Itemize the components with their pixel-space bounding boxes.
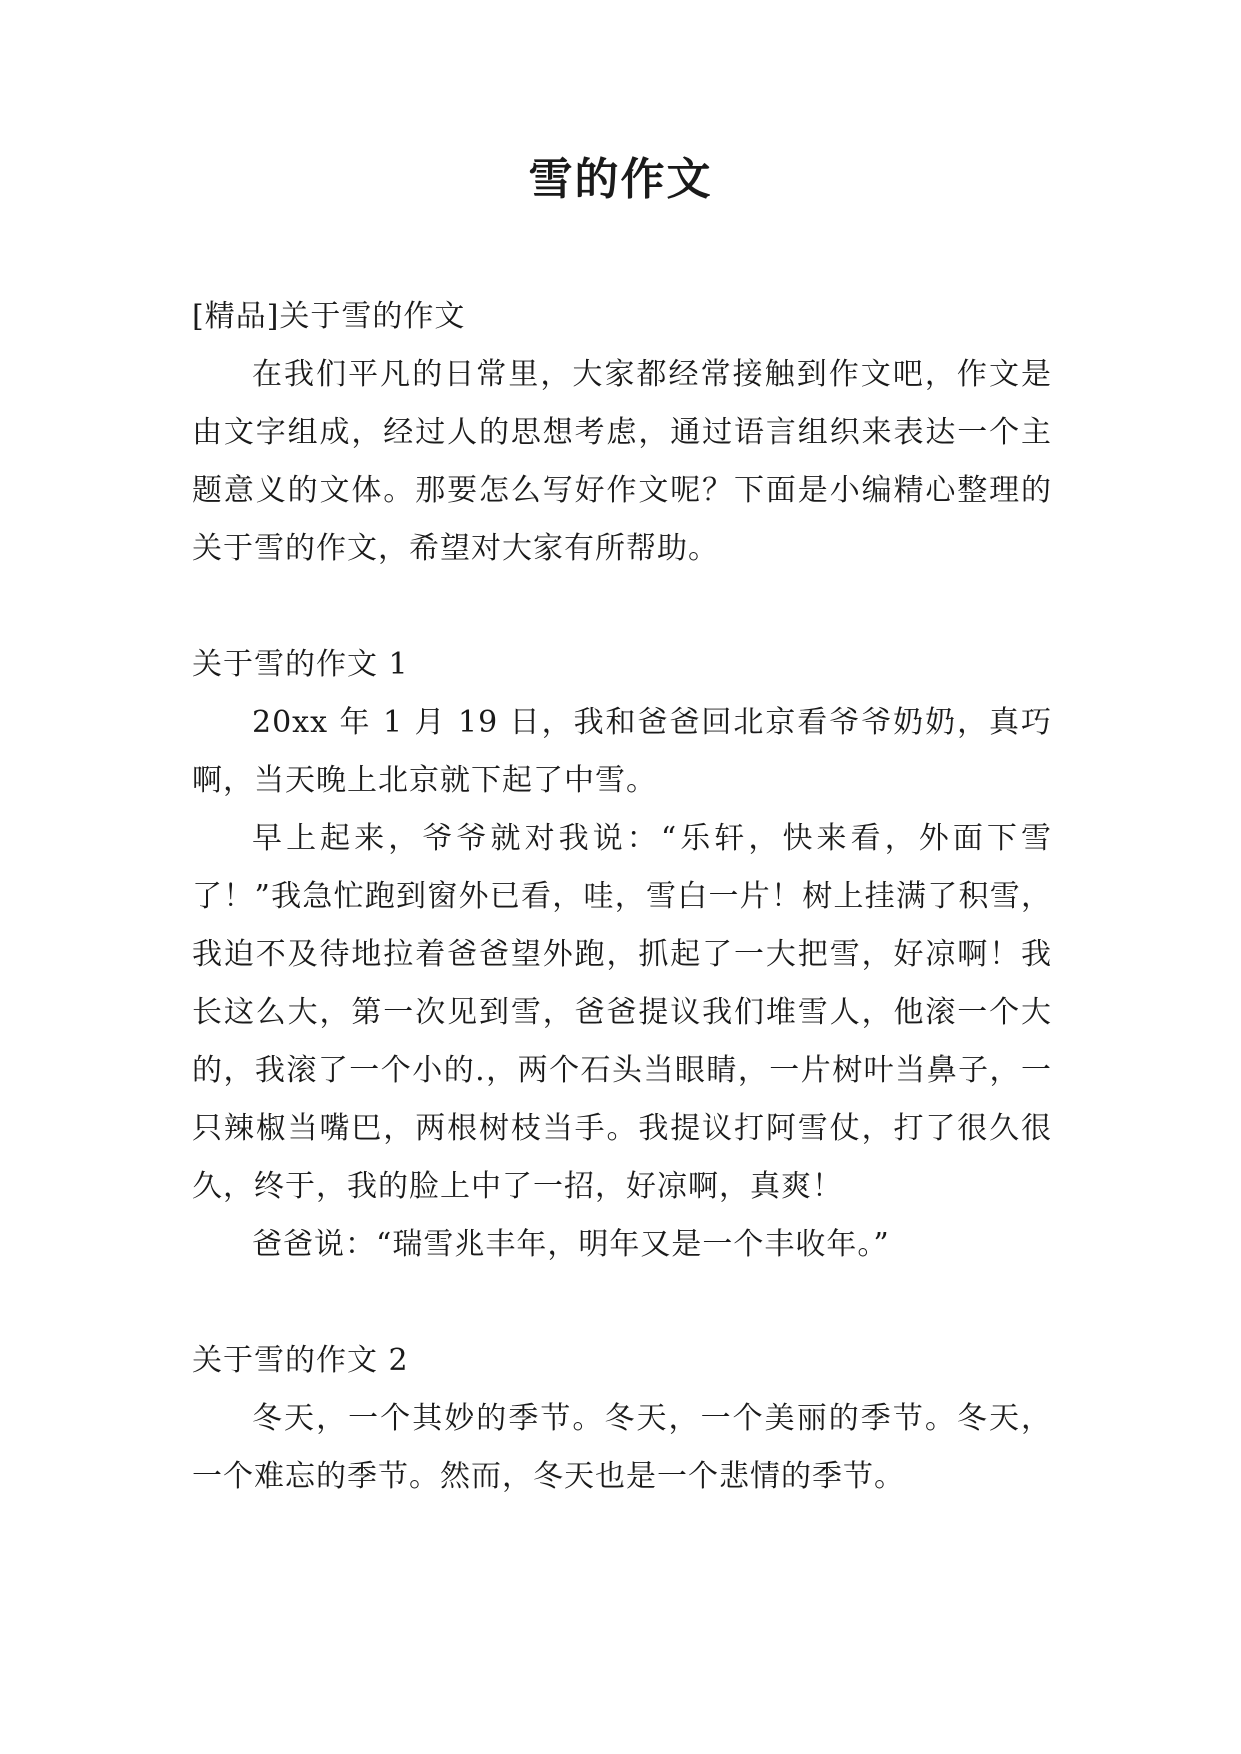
section-spacer — [192, 1274, 1052, 1332]
document-body — [192, 288, 1052, 1506]
section-paragraph: 爸爸说：“瑞雪兆丰年，明年又是一个丰收年。” — [252, 1227, 890, 1262]
section-spacer — [192, 578, 1052, 636]
section-paragraph: 冬天，一个其妙的季节。冬天，一个美丽的季节。冬天，一个难忘的季节。然而，冬天也是一个悲情的季节。 — [192, 1401, 1052, 1494]
section-heading: 关于雪的作文 1 — [192, 647, 409, 682]
document-title: 雪的作文 — [528, 154, 713, 205]
document-subtitle: [精品]关于雪的作文 — [192, 299, 466, 334]
section-paragraph: 20xx 年 1 月 19 日，我和爸爸回北京看爷爷奶奶，真巧啊，当天晚上北京就下起了中雪。 — [192, 705, 1052, 798]
section-heading: 关于雪的作文 2 — [192, 1343, 409, 1378]
section-paragraph: 早上起来，爷爷就对我说：“乐轩，快来看，外面下雪了！”我急忙跑到窗外已看，哇，雪白一片！树上挂满了积雪，我迫不及待地拉着爸爸望外跑，抓起了一大把雪，好凉啊！我长这么大，第一次见到雪，爸爸提议我们堆雪人，他滚一个大的，我滚了一个小的.，两个石头当眼睛，一片树叶当鼻子，一只辣椒当嘴巴，两根树枝当手。我提议打阿雪仗，打了很久很久，终于，我的脸上中了一招，好凉啊，真爽！ — [192, 821, 1052, 1204]
intro-paragraph: 在我们平凡的日常里，大家都经常接触到作文吧，作文是由文字组成，经过人的思想考虑，通过语言组织来表达一个主题意义的文体。那要怎么写好作文呢？下面是小编精心整理的关于雪的作文，希望对大家有所帮助。 — [192, 357, 1052, 566]
